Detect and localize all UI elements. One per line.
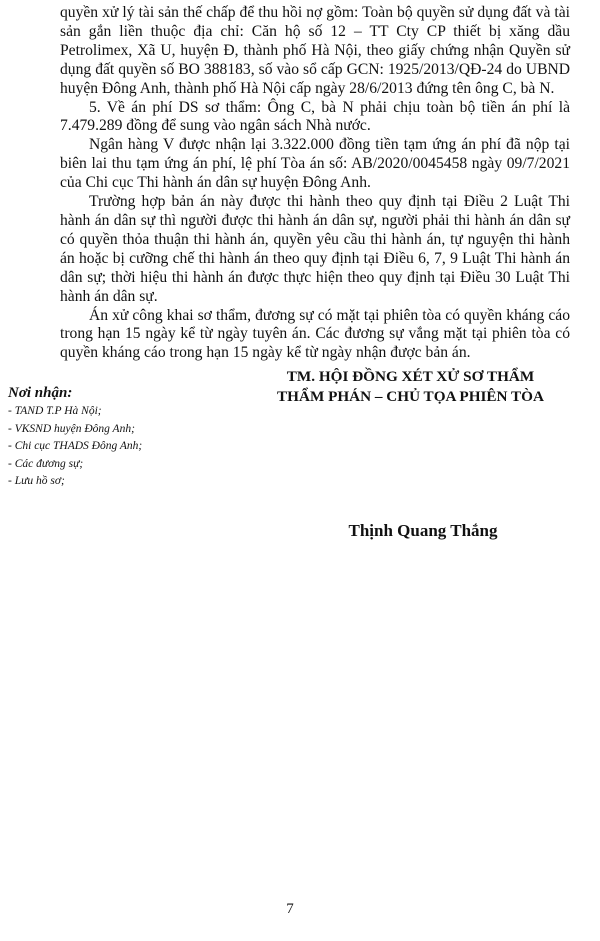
judgment-body: [60, 4, 570, 363]
recipient-item: - TAND T.P Hà Nội;: [8, 405, 102, 417]
paragraph-refund: Ngân hàng V được nhận lại 3.322.000 đồng tiền tạm ứng án phí đã nộp tại biên lai thu tạm ứng án phí, lệ phí Tòa án số: AB/2020/0045458 ngày 09/7/2021 của Chi cục Thi hành án dân sự huyện Đông Anh.: [60, 136, 570, 192]
signature-title-council: TM. HỘI ĐỒNG XÉT XỬ SƠ THẨM: [286, 368, 535, 385]
recipient-item: - Lưu hồ sơ;: [8, 475, 65, 487]
recipient-item: - Chi cục THADS Đông Anh;: [8, 440, 143, 452]
recipients-items: [8, 403, 258, 491]
signature-title-judge: THẨM PHÁN – CHỦ TỌA PHIÊN TÒA: [277, 388, 544, 405]
paragraph-enforcement: Trường hợp bản án này được thi hành theo quy định tại Điều 2 Luật Thi hành án dân sự thì người được thi hành án dân sự, người phải thi hành án dân sự có quyền thỏa thuận thi hành án, quyền yêu cầu thi hành án, tự nguyện thi hành án hoặc bị cưỡng chế thi hành án theo quy định tại Điều 6, 7, 9 Luật Thi hành án dân sự; thời hiệu thi hành án được thực hiện theo quy định tại Điều 30 Luật Thi hành án dân sự.: [60, 193, 570, 305]
recipients-list: [8, 384, 258, 491]
page-number: 7: [286, 901, 294, 917]
paragraph-court-fee: 5. Về án phí DS sơ thẩm: Ông C, bà N phải chịu toàn bộ tiền án phí là 7.479.289 đồng để sung vào ngân sách Nhà nước.: [60, 98, 570, 135]
signature-block: [258, 367, 563, 407]
paragraph-collateral: quyền xử lý tài sản thế chấp để thu hồi nợ gồm: Toàn bộ quyền sử dụng đất và tài sản gắn liền thuộc địa chỉ: Căn hộ số 12 – TT Cty CP thiết bị xăng dầu Petrolimex, Xã U, huyện Đ, thành phố Hà Nội, theo giấy chứng nhận Quyền sử dụng đất quyền số BO 388183, số vào sổ cấp GCN: 1925/2013/QĐ-24 do UBND huyện Đông Anh, thành phố Hà Nội cấp ngày 28/6/2013 đứng tên ông C, bà N.: [60, 4, 570, 97]
recipients-title: Nơi nhận:: [8, 385, 73, 401]
signer-name: Thịnh Quang Thắng: [348, 521, 498, 540]
recipient-item: - VKSND huyện Đông Anh;: [8, 422, 135, 435]
recipient-item: - Các đương sự;: [8, 457, 84, 470]
paragraph-appeal: Án xử công khai sơ thẩm, đương sự có mặt tại phiên tòa có quyền kháng cáo trong hạn 15 ngày kể từ ngày tuyên án. Các đương sự vắng mặt tại phiên tòa có quyền kháng cáo trong hạn 15 ngày kể từ ngày nhận được bản án.: [60, 306, 570, 362]
